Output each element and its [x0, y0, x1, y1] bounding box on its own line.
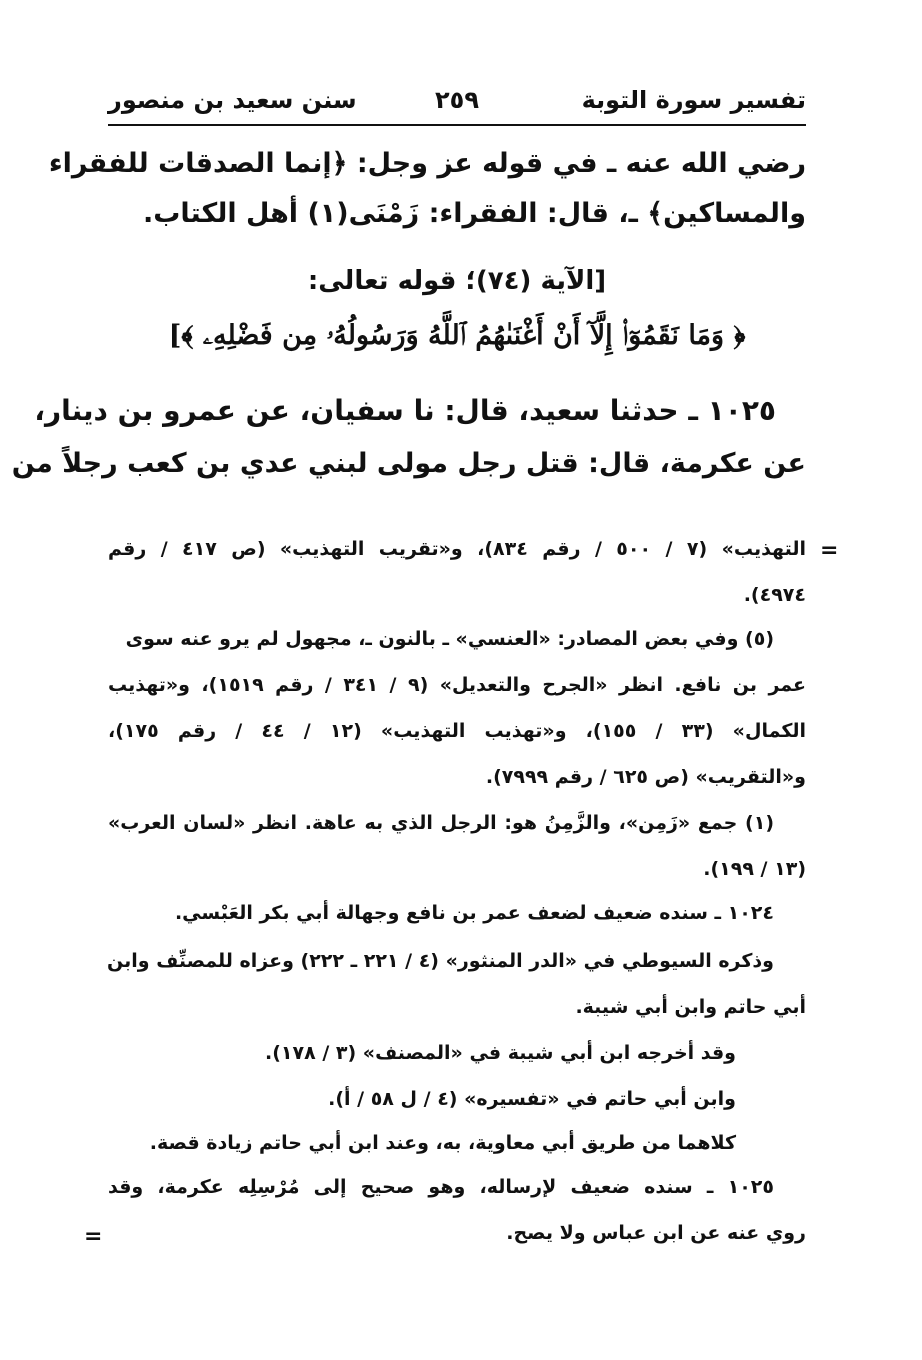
- footnote-line: (١٣ / ١٩٩).: [703, 858, 806, 880]
- page-header: [108, 84, 806, 126]
- footnote-line: (٥) وفي بعض المصادر: «العنسي» ـ بالنون ـ، مجهول لم يرو عنه سوى: [125, 628, 774, 650]
- footnote-line: عمر بن نافع. انظر «الجرح والتعديل» (٩ / ٣٤١ / رقم ١٥١٩)، و«تهذيب: [108, 674, 807, 696]
- footnote-line: الكمال» (٣٣ / ١٥٥)، و«تهذيب التهذيب» (١٢ / ٤٤ / رقم ١٧٥)،: [108, 720, 807, 742]
- footnote-line: روي عنه عن ابن عباس ولا يصح.: [506, 1222, 806, 1244]
- footnote-line: ١٠٢٥ ـ سنده ضعيف لإرساله، وهو صحيح إلى مُرْسِلِه عكرمة، وقد: [108, 1176, 774, 1198]
- footnote-line: ١٠٢٤ ـ سنده ضعيف لضعف عمر بن نافع وجهالة أبي بكر العَبْسي.: [174, 902, 774, 924]
- footnote-line: وقد أخرجه ابن أبي شيبة في «المصنف» (٣ / ١٧٨).: [265, 1042, 736, 1064]
- main-text: [11, 140, 806, 500]
- footnote-line: وابن أبي حاتم في «تفسيره» (٤ / ل ٥٨ / أ).: [328, 1088, 736, 1110]
- footnote-line: التهذيب» (٧ / ٥٠٠ / رقم ٨٣٤)، و«تقريب التهذيب» (ص ٤١٧ / رقم: [108, 538, 807, 560]
- footnote-line: كلاهما من طريق أبي معاوية، به، وعند ابن أبي حاتم زيادة قصة.: [149, 1132, 736, 1154]
- footnote-line: وذكره السيوطي في «الدر المنثور» (٤ / ٢٢١ ـ ٢٢٢) وعزاه للمصنِّف وابن: [107, 950, 774, 972]
- footnote-line: و«التقريب» (ص ٦٢٥ / رقم ٧٩٩٩).: [485, 766, 806, 788]
- quran-verse: ﴿ وَمَا نَقَمُوٓا۟ إِلَّآ أَنْ أَغْنَىٰهُمُ ٱللَّهُ وَرَسُولُهُۥ مِن فَضْلِهِۦ ﴾]: [168, 320, 746, 351]
- header-chapter-title: تفسير سورة التوبة: [581, 86, 806, 114]
- ayah-heading: [الآية (٧٤)؛ قوله تعالى:: [307, 266, 607, 296]
- main-line: عن عكرمة، قال: قتل رجل مولى لبني عدي بن كعب رجلاً من: [11, 448, 806, 479]
- page-number: ٢٥٩: [435, 86, 479, 114]
- main-line: رضي الله عنه ـ في قوله عز وجل: ﴿إنما الصدقات للفقراء: [48, 148, 806, 179]
- continuation-mark: =: [820, 538, 839, 563]
- hadith-text: ١٠٢٥ ـ حدثنا سعيد، قال: نا سفيان، عن عمرو بن دينار،: [34, 394, 776, 427]
- footnote-line: أبي حاتم وابن أبي شيبة.: [575, 996, 806, 1018]
- header-book-title: سنن سعيد بن منصور: [108, 86, 357, 114]
- footnote-line: ٤٩٧٤).: [743, 584, 806, 606]
- main-line: والمساكين﴾ ـ، قال: الفقراء: زَمْنَى(١) أهل الكتاب.: [142, 198, 806, 229]
- footnotes: [108, 532, 806, 1262]
- footnote-line: (١) جمع «زَمِن»، والزَّمِنُ هو: الرجل الذي به عاهة. انظر «لسان العرب»: [108, 812, 774, 834]
- continuation-mark-end: =: [84, 1224, 103, 1249]
